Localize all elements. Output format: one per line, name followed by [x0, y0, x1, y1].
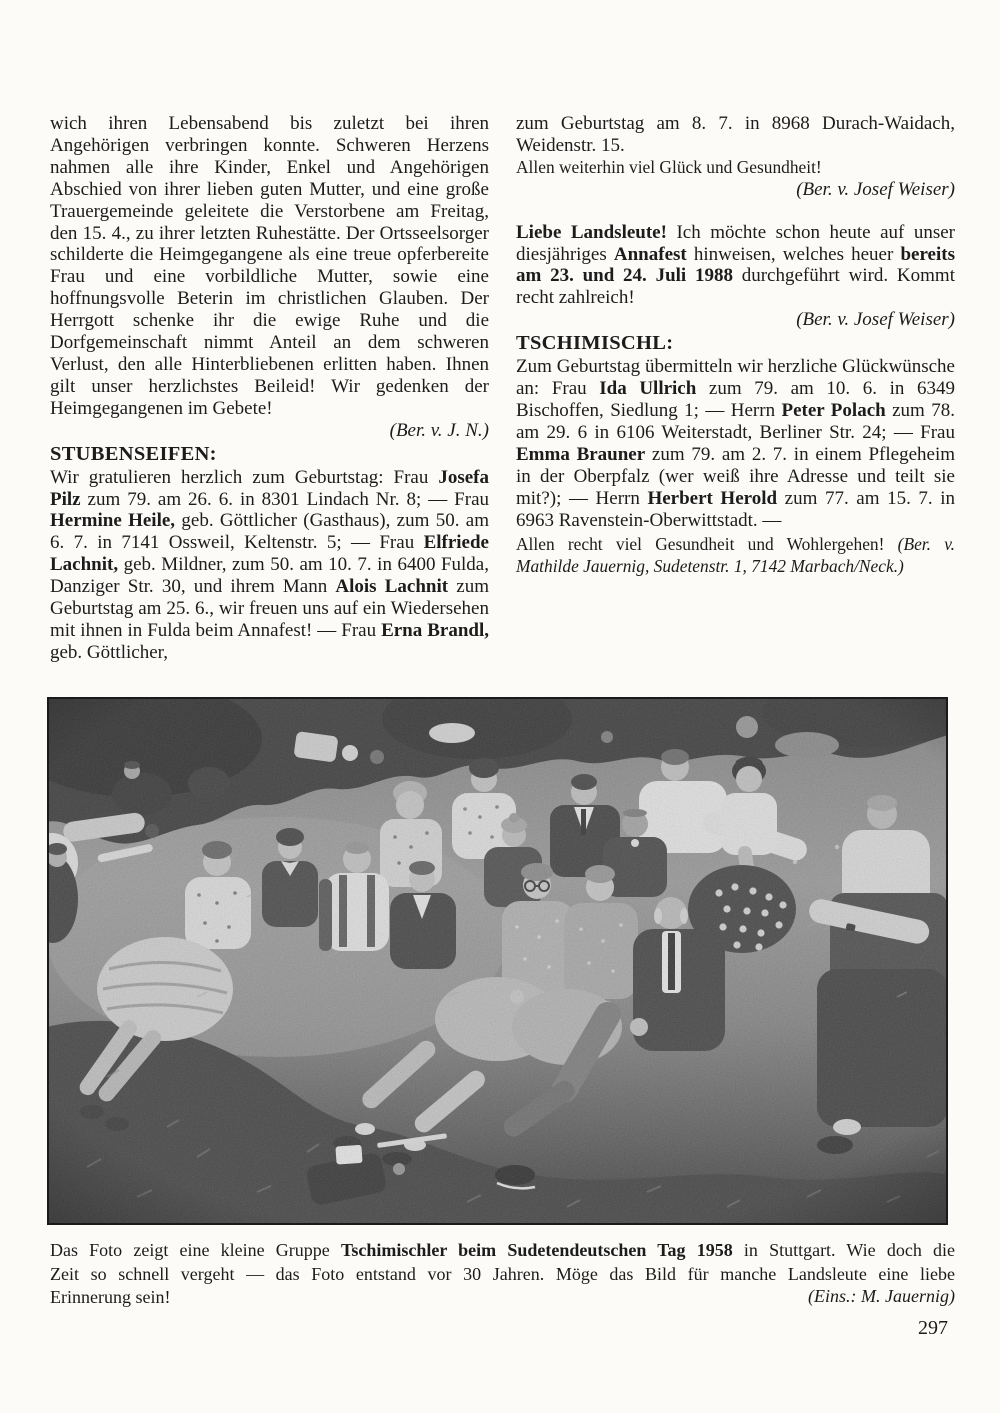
group-photo-illustration [47, 697, 948, 1225]
text-segment: Wir gratulieren herzlich zum Geburtstag: Frau [50, 466, 439, 488]
right-column [516, 113, 955, 664]
text-segment: hinweisen, welches heuer [686, 243, 901, 265]
text-segment: wich ihren Lebensabend bis zuletzt bei ihren Angehörigen verbringen konnte. Schweren Herzens nahmen alle ihre Kinder, Enkel und Angehörigen Abschied von ihrer lieben guten Mutter, und eine große Trauergemeinde geleitete die Verstorbene am Freitag, den 15. 4., zu ihrer letzten Ruhestätte. Der Ortsseelsorger schilderte die Heimgegangene als eine treue opferbereite Frau und eine vorbildliche Mutter, sowie eine hoffnungsvolle Beterin im christlichen Glauben. Der Herrgott schenke ihr die ewige Ruhe und die Dorfgemeinschaft nimmt Anteil an dem schweren Verlust, den alle Hinterbliebenen erlitten haben. Ihnen gilt unser herzlichstes Beileid! Wir gedenken der Heimgegangenen im Gebete! [50, 113, 489, 419]
text-segment: STUBENSEIFEN: [50, 442, 217, 465]
text-segment: Allen weiterhin viel Glück und Gesundheit! [516, 156, 822, 177]
text-segment: zum Geburtstag am 8. 7. in 8968 Durach-Waidach, Weidenstr. 15. [516, 113, 955, 156]
body-paragraph [50, 113, 489, 420]
text-segment: Zum Geburtstag übermitteln wir herzliche Glückwünsche an: Frau [516, 356, 955, 400]
text-segment: zum 79. am 2. 7. in einem Pflegeheim in der Oberpfalz (wer weiß ihre Adresse und teilt sie mit?); — Herrn [516, 443, 956, 509]
article-columns [50, 113, 955, 664]
left-column [50, 113, 489, 664]
page-number: 297 [918, 1317, 948, 1339]
text-segment: Josefa Pilz [50, 466, 489, 510]
caption-line [50, 1263, 955, 1287]
caption-line [50, 1239, 955, 1263]
body-paragraph [516, 222, 955, 310]
photo-caption [50, 1239, 955, 1310]
text-segment: (Ber. v. Josef Weiser) [796, 178, 955, 200]
report-byline [516, 309, 955, 331]
text-segment: zum 79. am 10. 6. in 6349 Bischoffen, Siedlung 1; — Herrn [516, 378, 955, 421]
body-paragraph [516, 356, 955, 531]
text-segment: Emma Brauner [516, 443, 646, 465]
text-segment: Tschimischler beim Sudetendeutschen Tag 1958 [340, 1240, 733, 1260]
text-segment: Herbert Herold [647, 487, 778, 509]
section-heading [50, 443, 489, 465]
text-segment: Alois Lachnit [335, 576, 449, 598]
text-segment: zum 79. am 26. 6. in 8301 Lindach Nr. 8; — Frau [80, 488, 489, 510]
body-paragraph [516, 157, 955, 179]
section-heading [516, 332, 955, 354]
caption-credit: (Eins.: M. Jauernig) [808, 1286, 955, 1306]
text-segment: geb. Mildner, zum 50. am 10. 7. in 6400 Fulda, Danziger Str. 30, und ihrem Mann [50, 554, 489, 598]
text-segment: zum 77. am 15. 7. in 6963 Ravenstein-Oberwittstadt. — [516, 487, 956, 531]
text-segment: Allen recht viel Gesundheit und Wohlergehen! [516, 534, 898, 555]
body-paragraph [516, 534, 955, 578]
text-segment: bereits am 23. und 24. Juli 1988 [516, 243, 955, 287]
text-segment: Erinnerung sein! [50, 1287, 171, 1307]
text-segment: TSCHIMISCHL: [516, 332, 674, 355]
text-segment: Peter Polach [781, 399, 886, 421]
report-byline [50, 420, 489, 442]
text-segment: in Stuttgart. Wie doch die [732, 1240, 955, 1260]
text-segment: geb. Göttlicher, [50, 641, 168, 663]
text-segment: durchgeführt wird. Kommt recht zahlreich! [516, 265, 955, 309]
text-segment: Hermine Heile, [50, 510, 176, 532]
body-paragraph [50, 467, 489, 664]
text-segment: Das Foto zeigt eine kleine Gruppe [50, 1240, 341, 1260]
body-paragraph [516, 113, 955, 157]
text-segment: Ida Ullrich [599, 378, 697, 400]
text-segment: zum 78. am 29. 6 in 6106 Weiterstadt, Berliner Str. 24; — Frau [516, 399, 955, 443]
report-byline [516, 179, 955, 201]
text-segment: Zeit so schnell vergeht — das Foto entstand vor 30 Jahren. Möge das Bild für manche Landsleute eine liebe [50, 1263, 955, 1284]
text-segment: (Ber. v. Mathilde Jauernig, Sudetenstr. 1, 7142 Marbach/Neck.) [516, 534, 955, 577]
text-segment: Ich möchte schon heute auf unser diesjähriges [516, 221, 955, 265]
text-segment: Erna Brandl, [381, 619, 489, 641]
text-segment: Elfriede Lachnit, [50, 532, 489, 576]
text-segment: (Ber. v. Josef Weiser) [796, 309, 955, 331]
text-segment: Liebe Landsleute! [516, 221, 667, 243]
text-segment: Annafest [613, 243, 687, 265]
group-photo [47, 697, 948, 1225]
text-segment: zum Geburtstag am 25. 6., wir freuen uns auf ein Wiedersehen mit ihnen in Fulda beim Annafest! — Frau [50, 576, 489, 641]
text-segment: geb. Göttlicher (Gasthaus), zum 50. am 6. 7. in 7141 Ossweil, Keltenstr. 5; — Frau [50, 510, 489, 554]
text-segment: (Ber. v. J. N.) [389, 419, 489, 441]
